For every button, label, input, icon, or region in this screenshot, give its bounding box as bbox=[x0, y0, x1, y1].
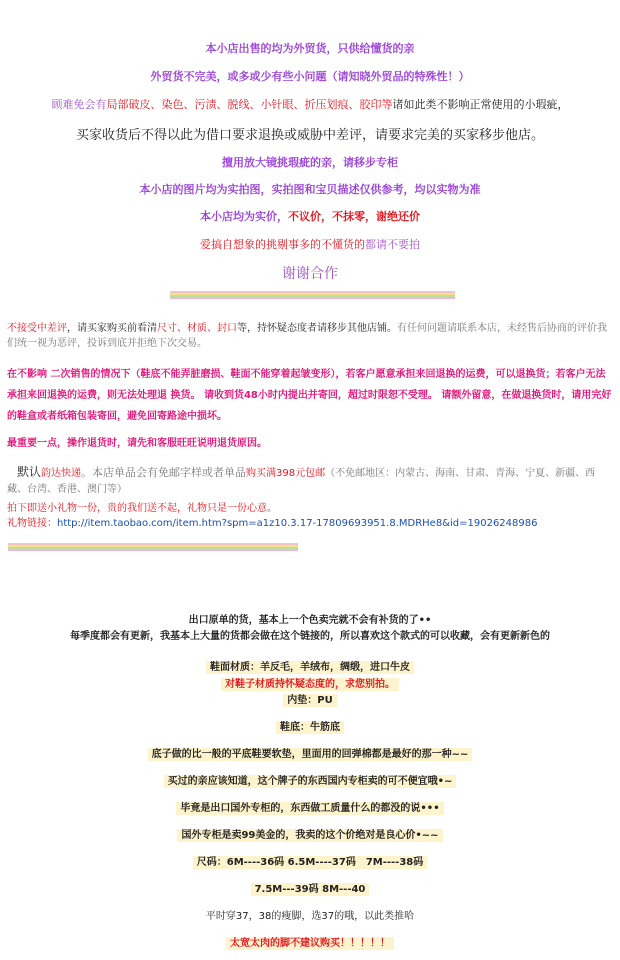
notice-line-5: 擅用放大镜挑瑕疵的亲，请移步专柜 bbox=[222, 156, 398, 169]
free-shipping-threshold: 购买满398元包邮 bbox=[246, 468, 326, 479]
gift-note bbox=[7, 499, 613, 514]
shipping-text: 。本店单品会有免邮字样或者单品 bbox=[81, 466, 247, 479]
gift-link-row bbox=[7, 514, 613, 529]
shipping-paragraph bbox=[7, 464, 613, 498]
notice-line-8-part-1: 爱搞自想象的挑剔事多的不懂货的 bbox=[200, 238, 365, 251]
size-text-1: 尺码：6M----36码 6.5M----37码 7M----38码 bbox=[193, 856, 428, 869]
shipping-default: 默认 bbox=[17, 465, 42, 479]
material-warning bbox=[0, 675, 620, 690]
notice-line-7-part-2: 不议价，不抹零，谢绝还价 bbox=[288, 210, 420, 223]
notice-line-1: 本小店出售的均为外贸货，只供给懂货的亲 bbox=[205, 42, 415, 55]
notice-line-7-part-1: 本小店均为实价， bbox=[200, 210, 288, 223]
material-text: 鞋面材质：羊反毛，羊绒布，绸缎，进口牛皮 bbox=[206, 661, 414, 674]
policy-text: ，请买家购买前看清 bbox=[67, 323, 157, 334]
quality-line bbox=[0, 799, 620, 814]
gift-note-text: 拍下即送小礼物一份，贵的我们送不起，礼物只是一份心意。 bbox=[7, 503, 277, 514]
policy-highlight: 尺寸、材质、封口 bbox=[157, 323, 237, 334]
notice-line-3 bbox=[0, 96, 620, 112]
wide-foot-warning-text: 太宽太肉的脚不建议购买！！！！！ bbox=[226, 937, 394, 950]
policy-text: 等，持怀疑态度者请移步其他店铺。 bbox=[237, 323, 397, 334]
excluded-regions: （不免邮地区：内蒙古、海南、甘肃、青海、宁夏、新疆、西藏、台湾、香港、澳门等） bbox=[7, 468, 596, 495]
notice-line-8-part-2: 都请不要拍 bbox=[365, 238, 420, 251]
notice-line-4: 买家收货后不得以此为借口要求退换或威胁中差评，请要求完美的买家移步他店。 bbox=[75, 128, 544, 143]
brand-line bbox=[0, 772, 620, 787]
courier-name: 韵达快递 bbox=[41, 468, 82, 479]
no-bad-review-text: 不接受中差评 bbox=[7, 323, 67, 334]
comfort-text: 底子做的比一般的平底鞋要软垫，里面用的回弹棉都是最好的那一种~~ bbox=[148, 748, 473, 761]
size-line-1 bbox=[0, 853, 620, 868]
rainbow-divider bbox=[170, 291, 455, 299]
notice-line-3-part-1: 顾难免会有 bbox=[51, 98, 107, 111]
price-text: 国外专柜是卖99美金的，我卖的这个价绝对是良心价•~~ bbox=[177, 829, 442, 842]
material-line bbox=[0, 658, 620, 673]
notice-line-3-part-2: 局部破皮、染色、污渍、脱线、小针眼、折压划痕、胶印等 bbox=[106, 98, 393, 111]
insole-text: 内垫：PU bbox=[283, 694, 336, 707]
size-text-2: 7.5M---39码 8M---40 bbox=[251, 883, 370, 896]
price-line bbox=[0, 826, 620, 841]
size-line-2 bbox=[0, 880, 620, 895]
sole-text: 鞋底：牛筋底 bbox=[276, 721, 344, 734]
policy-note: 有任何问题请联系本店，未经售后协商的评价我们统一视为恶评，投诉到底并拒绝下次交易。 bbox=[7, 323, 607, 349]
notice-line-8 bbox=[0, 236, 620, 252]
quality-text: 毕竟是出口国外专柜的，东西做工质量什么的都没的说••• bbox=[176, 802, 443, 815]
notice-line-3-part-3: 诸如此类不影响正常使用的小瑕疵， bbox=[392, 98, 569, 111]
gift-link[interactable]: http://item.taobao.com/item.htm?spm=a1z10.3.17-17809693951.8.MDRHe8&id=19026248986 bbox=[57, 518, 538, 529]
notice-line-7 bbox=[0, 208, 620, 224]
return-reason-note: 最重要一点，操作退货时，请先和客服旺旺说明退货原因。 bbox=[7, 438, 267, 449]
notice-line-6: 本小店的图片均为实拍图，实拍图和宝贝描述仅供参考，均以实物为准 bbox=[139, 183, 481, 196]
brand-text: 买过的亲应该知道，这个牌子的东西国内专柜卖的可不便宜哦•~ bbox=[164, 775, 457, 788]
policy-paragraph-1 bbox=[7, 321, 613, 351]
wide-foot-warning bbox=[0, 934, 620, 949]
fit-advice: 平时穿37，38的瘦脚，选37的哦，以此类推哈 bbox=[205, 911, 415, 922]
product-line-1: 出口原单的货，基本上一个色卖完就不会有补货的了•• bbox=[188, 615, 432, 626]
insole-line bbox=[0, 691, 620, 706]
sole-line bbox=[0, 718, 620, 733]
comfort-line bbox=[0, 745, 620, 760]
rainbow-divider bbox=[8, 543, 298, 551]
notice-line-2: 外贸货不完美，或多或少有些小问题（请知晓外贸品的特殊性！） bbox=[150, 70, 470, 83]
return-policy-paragraph: 在不影响 二次销售的情况下（鞋底不能弄脏磨损、鞋面不能穿着起皱变形），若客户愿意承担来回退换的运费，可以退换货；若客户无法承担来回退换的运费，则无法处理退 换货。 请收到货48小时内提出并寄回，超过时限恕不受理。 请额外留意，在做退换货时，请用完好的鞋盒或者纸箱包装寄回，避免回寄路途中损坏。 bbox=[7, 369, 612, 422]
material-warning-text: 对鞋子材质持怀疑态度的，求您别拍。 bbox=[221, 678, 399, 691]
thanks-text: 谢谢合作 bbox=[282, 266, 338, 282]
gift-link-label: 礼物链接： bbox=[7, 518, 57, 529]
product-line-2: 每季度都会有更新，我基本上大量的货都会做在这个链接的，所以喜欢这个款式的可以收藏，会有更新新色的 bbox=[70, 631, 550, 642]
